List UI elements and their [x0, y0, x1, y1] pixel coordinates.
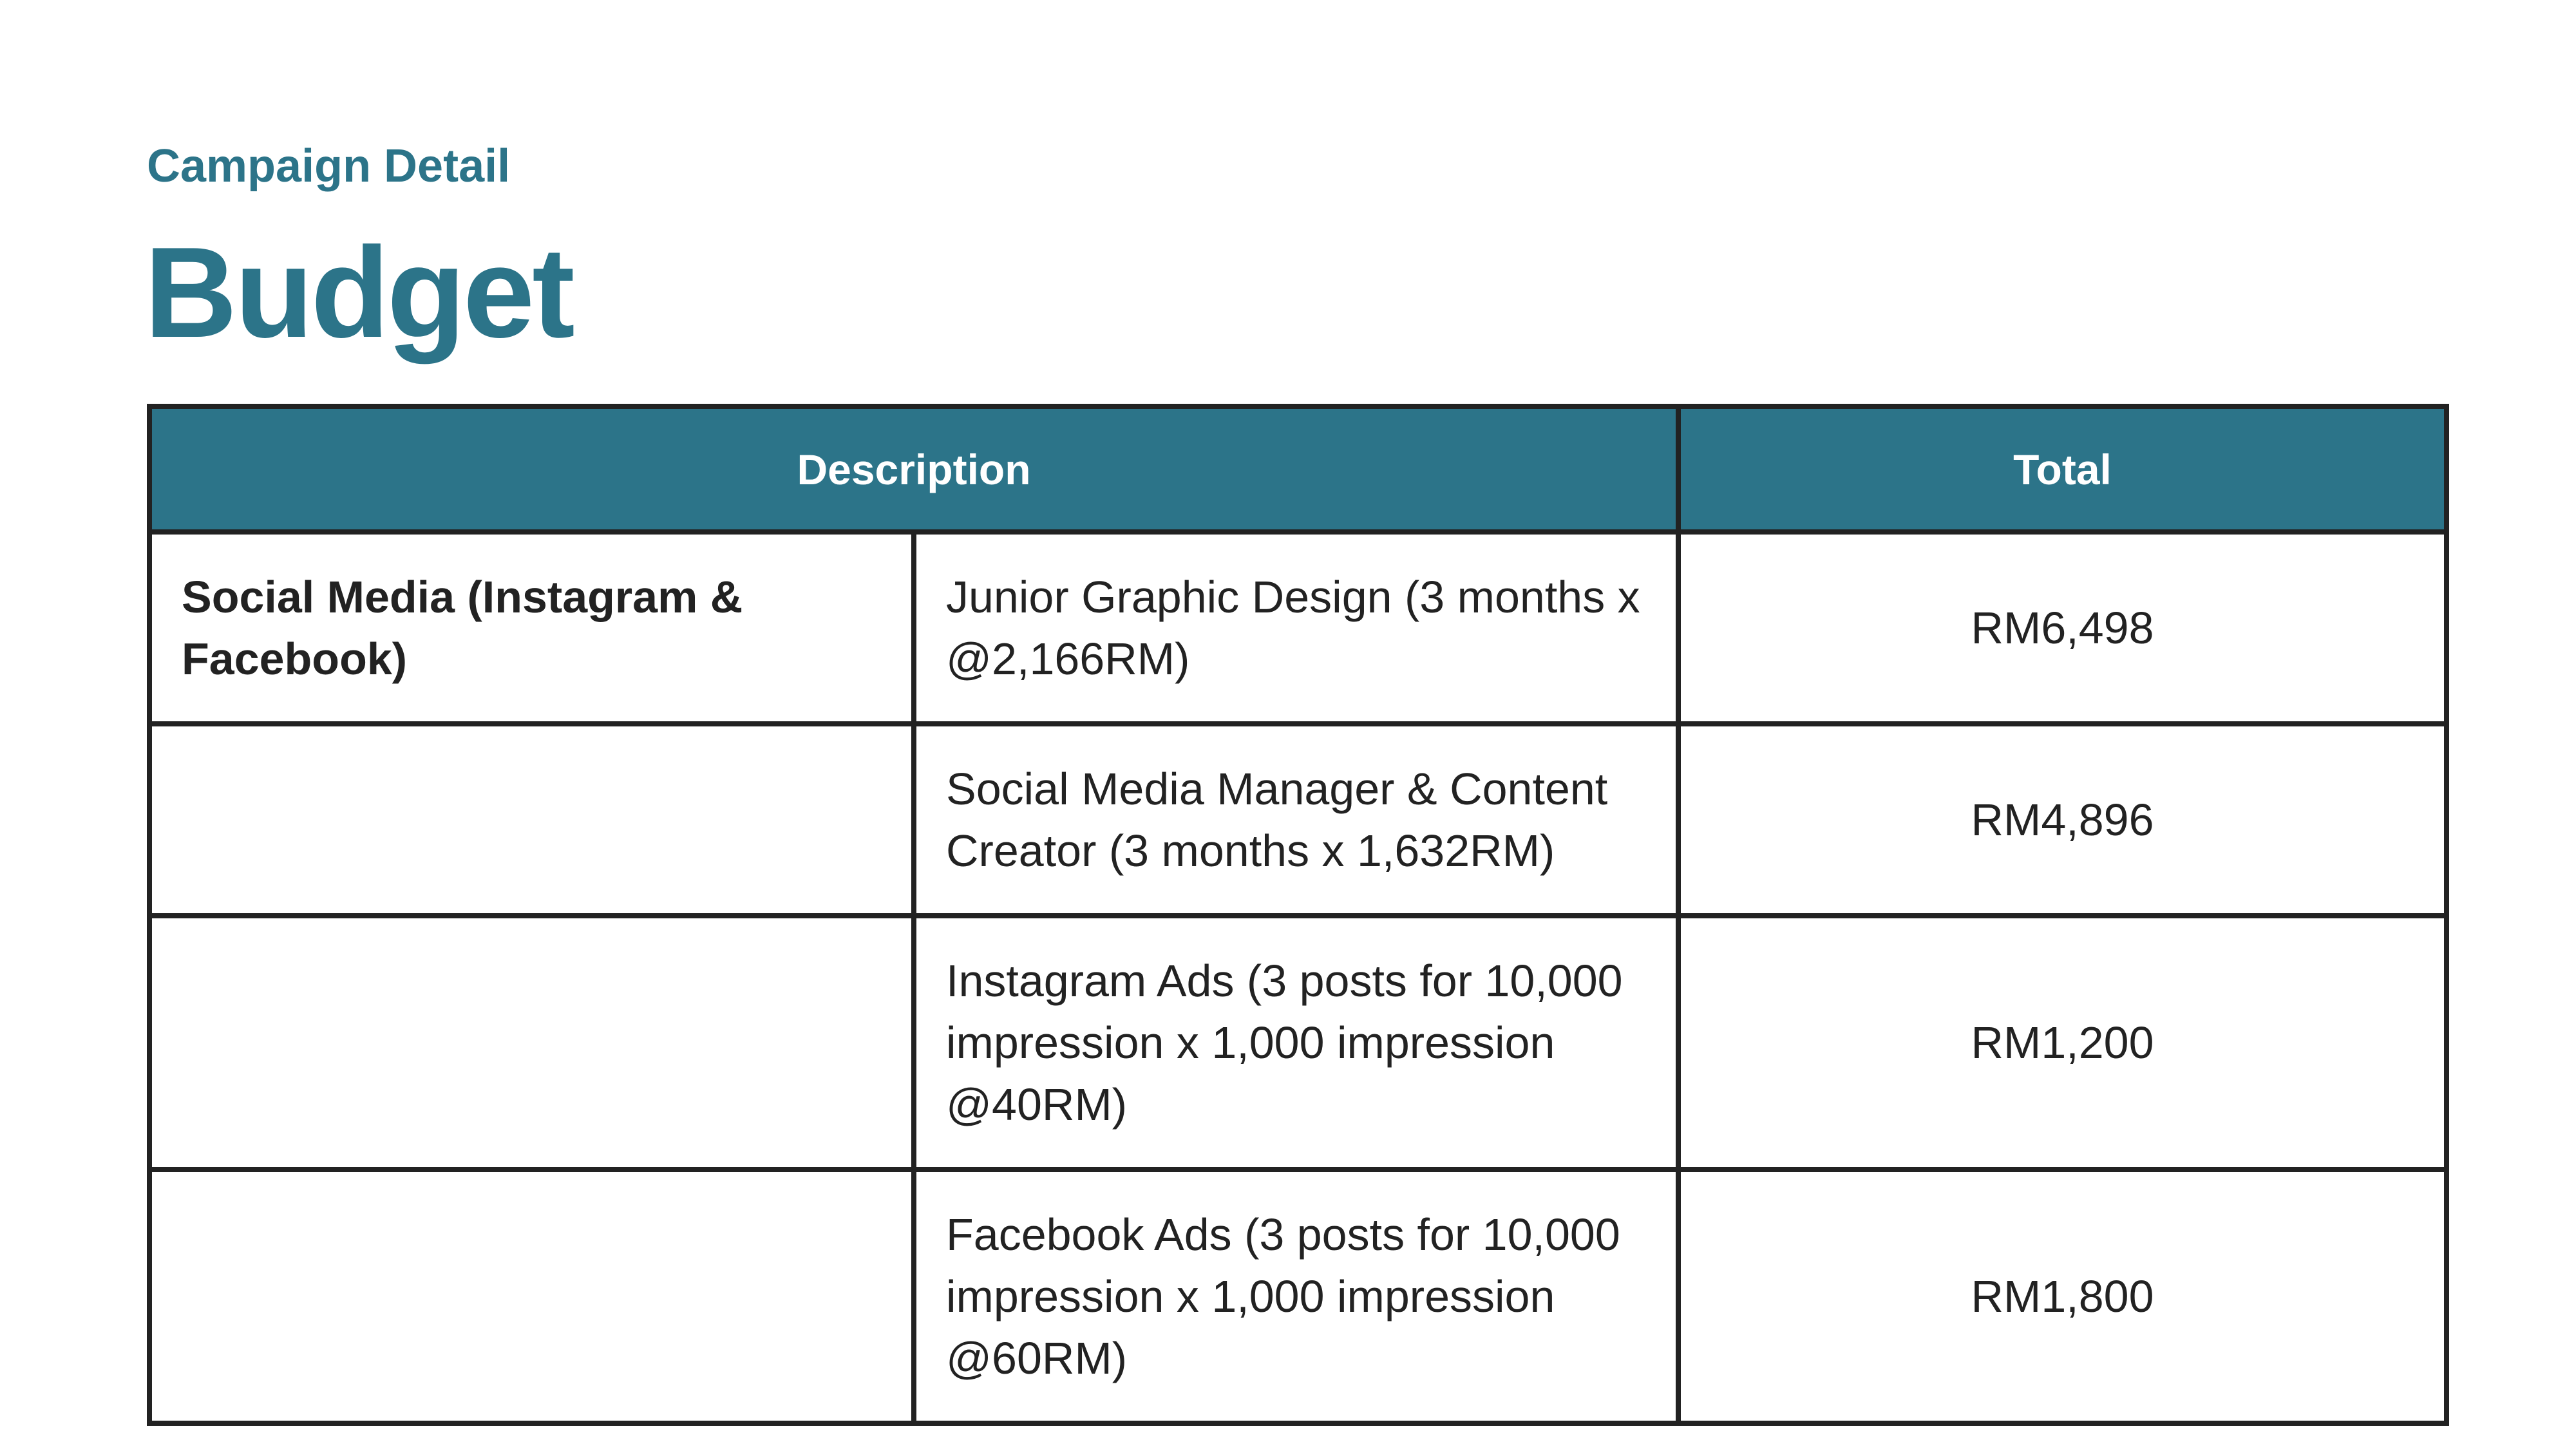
table-header-row	[149, 406, 2447, 532]
table-row	[149, 916, 2447, 1170]
category-cell	[149, 724, 914, 916]
section-eyebrow: Campaign Detail	[147, 140, 511, 192]
page-title: Budget	[144, 221, 573, 365]
total-cell: RM1,200	[1678, 916, 2447, 1170]
description-cell: Instagram Ads (3 posts for 10,000 impression x 1,000 impression @40RM)	[914, 916, 1678, 1170]
table-row	[149, 532, 2447, 724]
category-cell	[149, 1170, 914, 1423]
total-cell: RM1,800	[1678, 1170, 2447, 1423]
table-row	[149, 1170, 2447, 1423]
total-cell: RM4,896	[1678, 724, 2447, 916]
description-cell: Junior Graphic Design (3 months x @2,166RM)	[914, 532, 1678, 724]
budget-table	[147, 404, 2449, 1426]
category-cell: Social Media (Instagram & Facebook)	[149, 532, 914, 724]
description-cell: Social Media Manager & Content Creator (3 months x 1,632RM)	[914, 724, 1678, 916]
column-header-description: Description	[149, 406, 1678, 532]
table-row	[149, 724, 2447, 916]
description-cell: Facebook Ads (3 posts for 10,000 impression x 1,000 impression @60RM)	[914, 1170, 1678, 1423]
category-cell	[149, 916, 914, 1170]
column-header-total: Total	[1678, 406, 2447, 532]
total-cell: RM6,498	[1678, 532, 2447, 724]
